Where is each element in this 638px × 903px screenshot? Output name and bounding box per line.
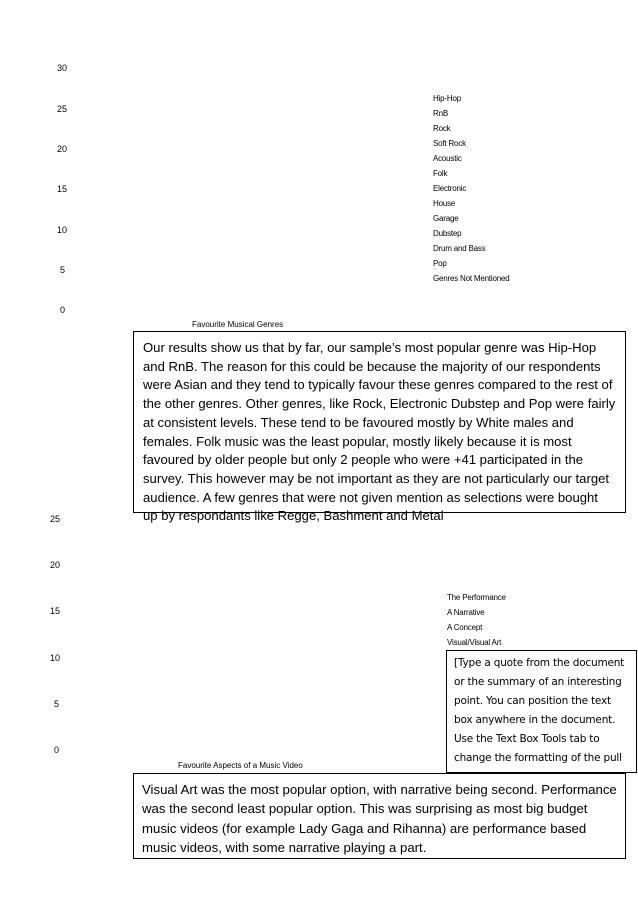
y-tick-label: 5 [60, 265, 66, 275]
genre-summary-text: Our results show us that by far, our sample’s most popular genre was Hip-Hop and RnB. The reason for this could be because the majority of our respondents were Asian and they tend to typically favour these genres compared to the rest of the other genres. Other genres, like Rock, Electronic Dubstep and Pop were fairly at consistent levels. These tend to be favoured mostly by White males and females. Folk music was the least popular, mostly likely because it is most favoured by older people but only 2 people who were +41 participated in the survey. This however may be not important as they are not particularly our target audience. A few genres that were not given mention as selections were bought up by respondants like Regge, Bashment and Metal [143, 340, 616, 524]
y-tick-label: 0 [54, 745, 60, 755]
legend-item-soft-rock: Soft Rock [433, 139, 466, 148]
legend-item-folk: Folk [433, 169, 448, 178]
music-video-summary-text: Visual Art was the most popular option, with narrative being second. Performance was the second least popular option. This was surprising as most big budget music videos (for example Lady Gaga and Rihanna) are performance based music videos, with some narrative playing a part. [142, 782, 617, 855]
y-tick-label: 15 [57, 184, 68, 194]
legend-item-pop: Pop [433, 259, 447, 268]
pull-quote-textbox[interactable] [446, 650, 637, 773]
y-tick-label: 25 [57, 104, 68, 114]
y-tick-label: 25 [50, 514, 61, 524]
music-video-summary-textbox [133, 773, 626, 859]
y-tick-label: 30 [57, 63, 68, 73]
pull-quote-text: [Type a quote from the document or the summary of an interesting point. You can position the text box anywhere in the document. Use the Text Box Tools tab to change the formatting of the pull [454, 657, 625, 764]
legend-item-garage: Garage [433, 214, 459, 223]
x-axis-title: Favourite Aspects of a Music Video [178, 761, 303, 770]
y-tick-label: 5 [54, 699, 60, 709]
legend-item-drum-and-bass: Drum and Bass [433, 244, 486, 253]
genre-summary-textbox [133, 331, 626, 524]
legend-item-rnb: RnB [433, 109, 448, 118]
legend-item-hip-hop: Hip-Hop [433, 94, 461, 103]
legend-item-genres-not-mentioned: Genres Not Mentioned [433, 274, 510, 283]
legend-item-electronic: Electronic [433, 184, 467, 193]
legend-item-rock: Rock [433, 124, 451, 133]
y-tick-label: 15 [50, 606, 61, 616]
x-axis-title: Favourite Musical Genres [192, 320, 284, 329]
y-tick-label: 20 [50, 560, 61, 570]
legend-item-acoustic: Acoustic [433, 154, 462, 163]
y-tick-label: 10 [57, 225, 68, 235]
legend-item-the-performance: The Performance [447, 593, 506, 602]
y-tick-label: 20 [57, 144, 68, 154]
legend-item-visual-art: Visual/Visual Art [447, 638, 502, 647]
legend-item-a-concept: A Concept [447, 623, 483, 632]
legend-item-a-narrative: A Narrative [447, 608, 485, 617]
y-tick-label: 0 [60, 305, 66, 315]
y-tick-label: 10 [50, 653, 61, 663]
legend-item-house: House [433, 199, 456, 208]
legend-item-dubstep: Dubstep [433, 229, 462, 238]
